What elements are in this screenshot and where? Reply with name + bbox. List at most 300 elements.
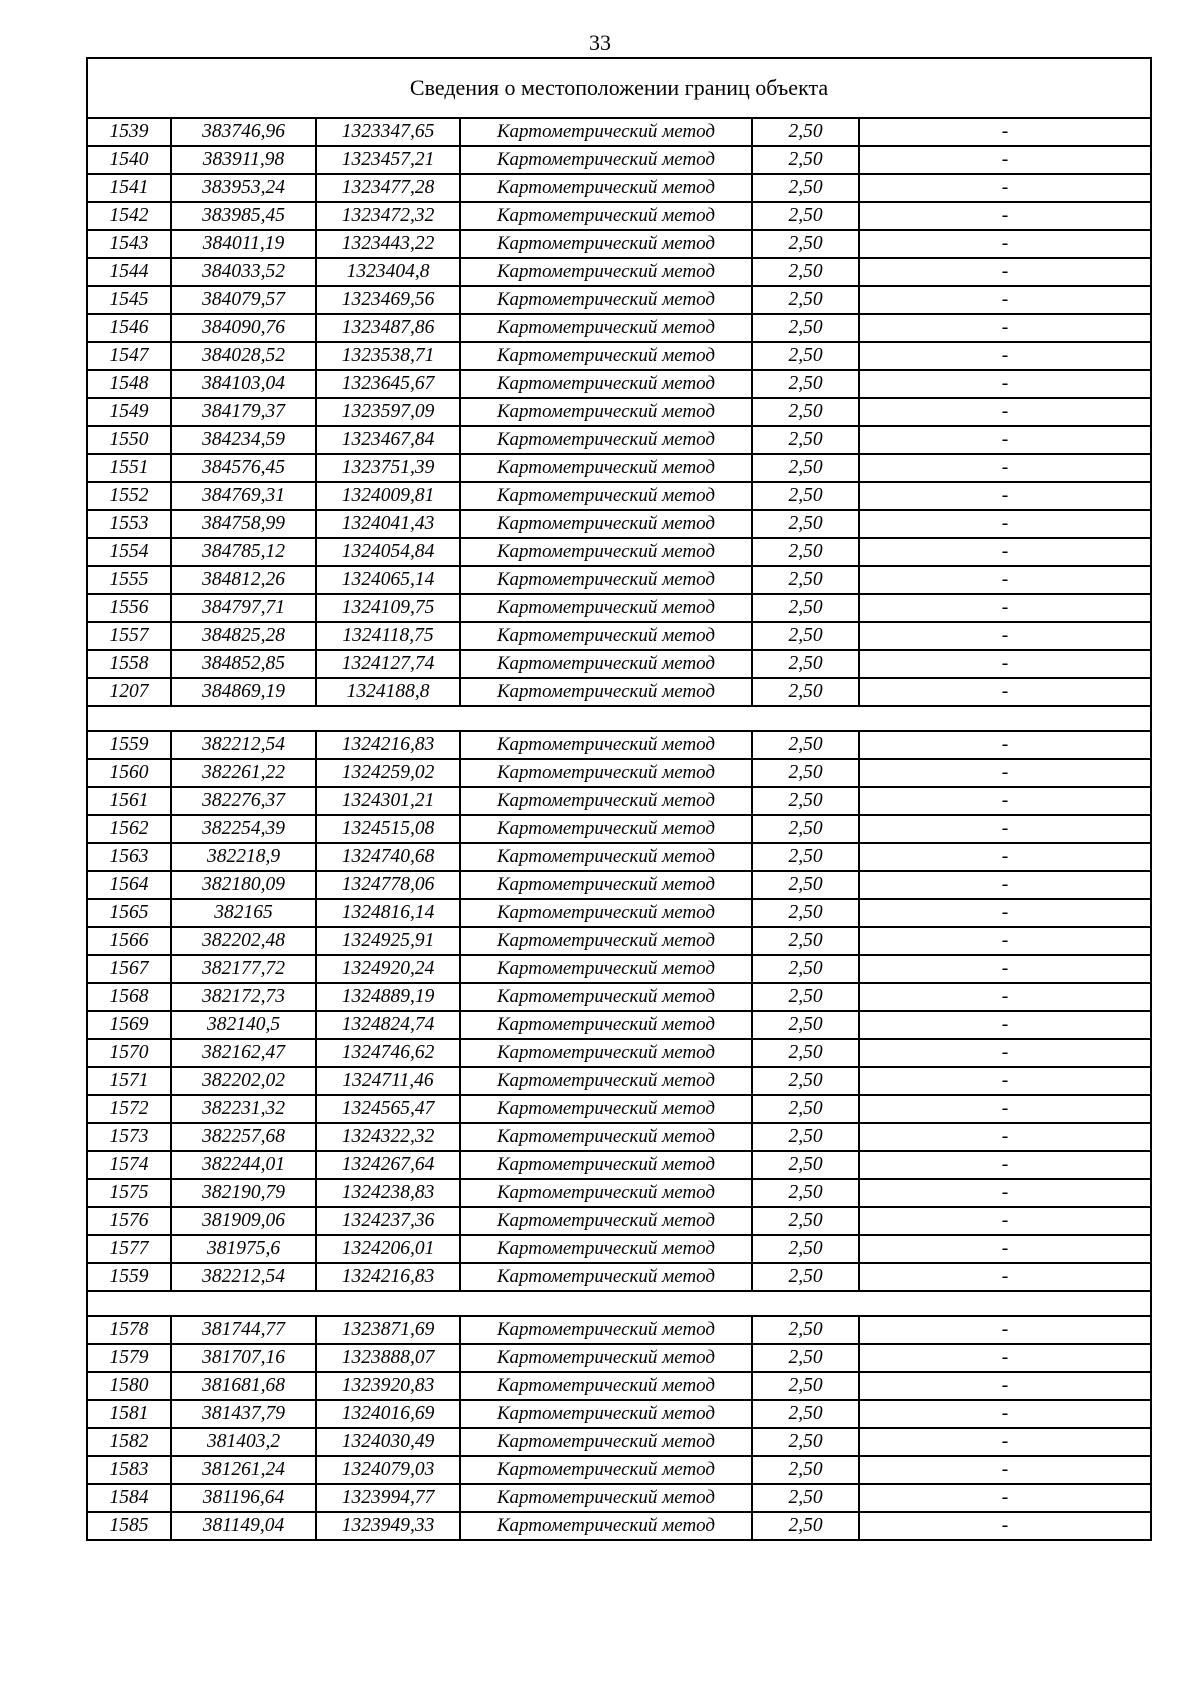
table-row [87, 342, 1151, 370]
method-cell: Картометрический метод [460, 1151, 752, 1179]
point-number-cell: 1545 [87, 286, 171, 314]
accuracy-cell: 2,50 [752, 1179, 859, 1207]
table-row [87, 286, 1151, 314]
point-number-cell: 1579 [87, 1344, 171, 1372]
point-number-cell: 1543 [87, 230, 171, 258]
point-number-cell: 1572 [87, 1095, 171, 1123]
y-coordinate-cell: 1324216,83 [316, 731, 460, 759]
table-row [87, 426, 1151, 454]
accuracy-cell: 2,50 [752, 1316, 859, 1344]
point-number-cell: 1548 [87, 370, 171, 398]
note-cell: - [859, 1123, 1151, 1151]
point-number-cell: 1540 [87, 146, 171, 174]
y-coordinate-cell: 1324267,64 [316, 1151, 460, 1179]
x-coordinate-cell: 382165 [171, 899, 316, 927]
x-coordinate-cell: 381744,77 [171, 1316, 316, 1344]
point-number-cell: 1577 [87, 1235, 171, 1263]
point-number-cell: 1557 [87, 622, 171, 650]
point-number-cell: 1207 [87, 678, 171, 706]
y-coordinate-cell: 1324041,43 [316, 510, 460, 538]
note-cell: - [859, 1207, 1151, 1235]
point-number-cell: 1584 [87, 1484, 171, 1512]
note-cell: - [859, 983, 1151, 1011]
x-coordinate-cell: 382257,68 [171, 1123, 316, 1151]
note-cell: - [859, 650, 1151, 678]
table-row [87, 1235, 1151, 1263]
note-cell: - [859, 1179, 1151, 1207]
x-coordinate-cell: 382218,9 [171, 843, 316, 871]
accuracy-cell: 2,50 [752, 230, 859, 258]
y-coordinate-cell: 1323597,09 [316, 398, 460, 426]
point-number-cell: 1544 [87, 258, 171, 286]
table-row [87, 1123, 1151, 1151]
method-cell: Картометрический метод [460, 622, 752, 650]
y-coordinate-cell: 1323487,86 [316, 314, 460, 342]
y-coordinate-cell: 1324322,32 [316, 1123, 460, 1151]
x-coordinate-cell: 384852,85 [171, 650, 316, 678]
table-row [87, 482, 1151, 510]
point-number-cell: 1546 [87, 314, 171, 342]
y-coordinate-cell: 1323994,77 [316, 1484, 460, 1512]
table-row [87, 370, 1151, 398]
x-coordinate-cell: 382244,01 [171, 1151, 316, 1179]
method-cell: Картометрический метод [460, 955, 752, 983]
accuracy-cell: 2,50 [752, 787, 859, 815]
accuracy-cell: 2,50 [752, 482, 859, 510]
method-cell: Картометрический метод [460, 510, 752, 538]
table-row [87, 202, 1151, 230]
method-cell: Картометрический метод [460, 871, 752, 899]
table-row [87, 454, 1151, 482]
point-number-cell: 1555 [87, 566, 171, 594]
y-coordinate-cell: 1323871,69 [316, 1316, 460, 1344]
y-coordinate-cell: 1323457,21 [316, 146, 460, 174]
table-row [87, 1400, 1151, 1428]
note-cell: - [859, 230, 1151, 258]
x-coordinate-cell: 384103,04 [171, 370, 316, 398]
method-cell: Картометрический метод [460, 566, 752, 594]
method-cell: Картометрический метод [460, 118, 752, 146]
method-cell: Картометрический метод [460, 426, 752, 454]
group-separator-row [87, 1291, 1151, 1316]
point-number-cell: 1565 [87, 899, 171, 927]
note-cell: - [859, 314, 1151, 342]
accuracy-cell: 2,50 [752, 286, 859, 314]
y-coordinate-cell: 1324054,84 [316, 538, 460, 566]
y-coordinate-cell: 1323404,8 [316, 258, 460, 286]
group-separator-row [87, 706, 1151, 731]
note-cell: - [859, 1428, 1151, 1456]
method-cell: Картометрический метод [460, 174, 752, 202]
method-cell: Картометрический метод [460, 258, 752, 286]
y-coordinate-cell: 1323472,32 [316, 202, 460, 230]
accuracy-cell: 2,50 [752, 1263, 859, 1291]
x-coordinate-cell: 384825,28 [171, 622, 316, 650]
method-cell: Картометрический метод [460, 1372, 752, 1400]
note-cell: - [859, 146, 1151, 174]
page-number: 33 [589, 30, 611, 55]
x-coordinate-cell: 382162,47 [171, 1039, 316, 1067]
method-cell: Картометрический метод [460, 1011, 752, 1039]
x-coordinate-cell: 382231,32 [171, 1095, 316, 1123]
point-number-cell: 1571 [87, 1067, 171, 1095]
x-coordinate-cell: 384785,12 [171, 538, 316, 566]
method-cell: Картометрический метод [460, 370, 752, 398]
y-coordinate-cell: 1324065,14 [316, 566, 460, 594]
accuracy-cell: 2,50 [752, 426, 859, 454]
point-number-cell: 1567 [87, 955, 171, 983]
x-coordinate-cell: 382212,54 [171, 1263, 316, 1291]
table-row [87, 1428, 1151, 1456]
point-number-cell: 1583 [87, 1456, 171, 1484]
point-number-cell: 1575 [87, 1179, 171, 1207]
table-body [87, 58, 1151, 1540]
note-cell: - [859, 759, 1151, 787]
point-number-cell: 1550 [87, 426, 171, 454]
y-coordinate-cell: 1324009,81 [316, 482, 460, 510]
method-cell: Картометрический метод [460, 927, 752, 955]
table-row [87, 230, 1151, 258]
x-coordinate-cell: 384033,52 [171, 258, 316, 286]
table-title: Сведения о местоположении границ объекта [87, 58, 1151, 118]
accuracy-cell: 2,50 [752, 1372, 859, 1400]
point-number-cell: 1561 [87, 787, 171, 815]
y-coordinate-cell: 1323751,39 [316, 454, 460, 482]
accuracy-cell: 2,50 [752, 622, 859, 650]
accuracy-cell: 2,50 [752, 202, 859, 230]
method-cell: Картометрический метод [460, 398, 752, 426]
x-coordinate-cell: 381437,79 [171, 1400, 316, 1428]
table-row [87, 731, 1151, 759]
x-coordinate-cell: 381261,24 [171, 1456, 316, 1484]
accuracy-cell: 2,50 [752, 566, 859, 594]
note-cell: - [859, 899, 1151, 927]
accuracy-cell: 2,50 [752, 731, 859, 759]
accuracy-cell: 2,50 [752, 815, 859, 843]
note-cell: - [859, 342, 1151, 370]
point-number-cell: 1582 [87, 1428, 171, 1456]
note-cell: - [859, 1344, 1151, 1372]
point-number-cell: 1541 [87, 174, 171, 202]
table-title-row [87, 58, 1151, 118]
point-number-cell: 1559 [87, 1263, 171, 1291]
y-coordinate-cell: 1323920,83 [316, 1372, 460, 1400]
table-row [87, 174, 1151, 202]
y-coordinate-cell: 1324925,91 [316, 927, 460, 955]
accuracy-cell: 2,50 [752, 759, 859, 787]
table-row [87, 927, 1151, 955]
accuracy-cell: 2,50 [752, 955, 859, 983]
note-cell: - [859, 1372, 1151, 1400]
x-coordinate-cell: 383953,24 [171, 174, 316, 202]
method-cell: Картометрический метод [460, 1207, 752, 1235]
point-number-cell: 1560 [87, 759, 171, 787]
point-number-cell: 1576 [87, 1207, 171, 1235]
y-coordinate-cell: 1324565,47 [316, 1095, 460, 1123]
note-cell: - [859, 1095, 1151, 1123]
point-number-cell: 1547 [87, 342, 171, 370]
method-cell: Картометрический метод [460, 1263, 752, 1291]
note-cell: - [859, 787, 1151, 815]
x-coordinate-cell: 382276,37 [171, 787, 316, 815]
accuracy-cell: 2,50 [752, 650, 859, 678]
point-number-cell: 1551 [87, 454, 171, 482]
point-number-cell: 1553 [87, 510, 171, 538]
y-coordinate-cell: 1324127,74 [316, 650, 460, 678]
point-number-cell: 1542 [87, 202, 171, 230]
table-row [87, 118, 1151, 146]
method-cell: Картометрический метод [460, 202, 752, 230]
y-coordinate-cell: 1324778,06 [316, 871, 460, 899]
y-coordinate-cell: 1324740,68 [316, 843, 460, 871]
table-row [87, 1011, 1151, 1039]
x-coordinate-cell: 382261,22 [171, 759, 316, 787]
x-coordinate-cell: 383985,45 [171, 202, 316, 230]
method-cell: Картометрический метод [460, 538, 752, 566]
accuracy-cell: 2,50 [752, 983, 859, 1011]
method-cell: Картометрический метод [460, 1039, 752, 1067]
method-cell: Картометрический метод [460, 230, 752, 258]
x-coordinate-cell: 384028,52 [171, 342, 316, 370]
group-separator-cell [87, 706, 1151, 731]
table-row [87, 594, 1151, 622]
method-cell: Картометрический метод [460, 286, 752, 314]
note-cell: - [859, 454, 1151, 482]
y-coordinate-cell: 1323469,56 [316, 286, 460, 314]
x-coordinate-cell: 384179,37 [171, 398, 316, 426]
table-row [87, 510, 1151, 538]
accuracy-cell: 2,50 [752, 1151, 859, 1179]
y-coordinate-cell: 1323347,65 [316, 118, 460, 146]
table-row [87, 1095, 1151, 1123]
table-row [87, 983, 1151, 1011]
table-row [87, 258, 1151, 286]
accuracy-cell: 2,50 [752, 1123, 859, 1151]
x-coordinate-cell: 381149,04 [171, 1512, 316, 1540]
accuracy-cell: 2,50 [752, 1456, 859, 1484]
y-coordinate-cell: 1324920,24 [316, 955, 460, 983]
y-coordinate-cell: 1323949,33 [316, 1512, 460, 1540]
note-cell: - [859, 538, 1151, 566]
table-row [87, 843, 1151, 871]
method-cell: Картометрический метод [460, 454, 752, 482]
x-coordinate-cell: 384769,31 [171, 482, 316, 510]
method-cell: Картометрический метод [460, 1400, 752, 1428]
accuracy-cell: 2,50 [752, 1400, 859, 1428]
method-cell: Картометрический метод [460, 594, 752, 622]
table-row [87, 1456, 1151, 1484]
group-separator-cell [87, 1291, 1151, 1316]
method-cell: Картометрический метод [460, 1235, 752, 1263]
point-number-cell: 1562 [87, 815, 171, 843]
method-cell: Картометрический метод [460, 314, 752, 342]
point-number-cell: 1581 [87, 1400, 171, 1428]
note-cell: - [859, 1151, 1151, 1179]
table-row [87, 622, 1151, 650]
table-row [87, 678, 1151, 706]
note-cell: - [859, 622, 1151, 650]
x-coordinate-cell: 384758,99 [171, 510, 316, 538]
y-coordinate-cell: 1324118,75 [316, 622, 460, 650]
point-number-cell: 1549 [87, 398, 171, 426]
x-coordinate-cell: 382202,02 [171, 1067, 316, 1095]
y-coordinate-cell: 1324109,75 [316, 594, 460, 622]
accuracy-cell: 2,50 [752, 146, 859, 174]
accuracy-cell: 2,50 [752, 258, 859, 286]
table-row [87, 899, 1151, 927]
method-cell: Картометрический метод [460, 787, 752, 815]
accuracy-cell: 2,50 [752, 342, 859, 370]
x-coordinate-cell: 381707,16 [171, 1344, 316, 1372]
y-coordinate-cell: 1324259,02 [316, 759, 460, 787]
x-coordinate-cell: 383746,96 [171, 118, 316, 146]
boundary-coordinates-table [86, 57, 1152, 1541]
accuracy-cell: 2,50 [752, 594, 859, 622]
point-number-cell: 1552 [87, 482, 171, 510]
method-cell: Картометрический метод [460, 899, 752, 927]
method-cell: Картометрический метод [460, 843, 752, 871]
y-coordinate-cell: 1324515,08 [316, 815, 460, 843]
y-coordinate-cell: 1323888,07 [316, 1344, 460, 1372]
y-coordinate-cell: 1324237,36 [316, 1207, 460, 1235]
x-coordinate-cell: 381681,68 [171, 1372, 316, 1400]
y-coordinate-cell: 1324238,83 [316, 1179, 460, 1207]
x-coordinate-cell: 382177,72 [171, 955, 316, 983]
x-coordinate-cell: 384869,19 [171, 678, 316, 706]
accuracy-cell: 2,50 [752, 1484, 859, 1512]
y-coordinate-cell: 1324301,21 [316, 787, 460, 815]
note-cell: - [859, 1456, 1151, 1484]
method-cell: Картометрический метод [460, 1456, 752, 1484]
y-coordinate-cell: 1324016,69 [316, 1400, 460, 1428]
point-number-cell: 1573 [87, 1123, 171, 1151]
x-coordinate-cell: 382140,5 [171, 1011, 316, 1039]
method-cell: Картометрический метод [460, 983, 752, 1011]
point-number-cell: 1564 [87, 871, 171, 899]
note-cell: - [859, 426, 1151, 454]
y-coordinate-cell: 1324816,14 [316, 899, 460, 927]
note-cell: - [859, 1011, 1151, 1039]
y-coordinate-cell: 1324188,8 [316, 678, 460, 706]
table-row [87, 1067, 1151, 1095]
point-number-cell: 1568 [87, 983, 171, 1011]
note-cell: - [859, 815, 1151, 843]
table-row [87, 398, 1151, 426]
table-row [87, 815, 1151, 843]
point-number-cell: 1539 [87, 118, 171, 146]
note-cell: - [859, 1316, 1151, 1344]
x-coordinate-cell: 381403,2 [171, 1428, 316, 1456]
note-cell: - [859, 174, 1151, 202]
table-row [87, 314, 1151, 342]
accuracy-cell: 2,50 [752, 1344, 859, 1372]
note-cell: - [859, 566, 1151, 594]
table-row [87, 1316, 1151, 1344]
x-coordinate-cell: 384234,59 [171, 426, 316, 454]
accuracy-cell: 2,50 [752, 899, 859, 927]
table-row [87, 871, 1151, 899]
y-coordinate-cell: 1324824,74 [316, 1011, 460, 1039]
table-row [87, 650, 1151, 678]
accuracy-cell: 2,50 [752, 678, 859, 706]
y-coordinate-cell: 1323467,84 [316, 426, 460, 454]
accuracy-cell: 2,50 [752, 314, 859, 342]
point-number-cell: 1556 [87, 594, 171, 622]
note-cell: - [859, 955, 1151, 983]
method-cell: Картометрический метод [460, 342, 752, 370]
accuracy-cell: 2,50 [752, 1512, 859, 1540]
point-number-cell: 1578 [87, 1316, 171, 1344]
y-coordinate-cell: 1323538,71 [316, 342, 460, 370]
y-coordinate-cell: 1323645,67 [316, 370, 460, 398]
note-cell: - [859, 1263, 1151, 1291]
x-coordinate-cell: 384797,71 [171, 594, 316, 622]
table-row [87, 566, 1151, 594]
method-cell: Картометрический метод [460, 678, 752, 706]
point-number-cell: 1554 [87, 538, 171, 566]
note-cell: - [859, 1067, 1151, 1095]
method-cell: Картометрический метод [460, 1428, 752, 1456]
x-coordinate-cell: 382254,39 [171, 815, 316, 843]
note-cell: - [859, 927, 1151, 955]
table-row [87, 1484, 1151, 1512]
accuracy-cell: 2,50 [752, 871, 859, 899]
y-coordinate-cell: 1323477,28 [316, 174, 460, 202]
y-coordinate-cell: 1323443,22 [316, 230, 460, 258]
method-cell: Картометрический метод [460, 1344, 752, 1372]
table-row [87, 1344, 1151, 1372]
point-number-cell: 1566 [87, 927, 171, 955]
accuracy-cell: 2,50 [752, 843, 859, 871]
accuracy-cell: 2,50 [752, 510, 859, 538]
point-number-cell: 1570 [87, 1039, 171, 1067]
accuracy-cell: 2,50 [752, 454, 859, 482]
table-row [87, 1263, 1151, 1291]
x-coordinate-cell: 381909,06 [171, 1207, 316, 1235]
table-row [87, 1207, 1151, 1235]
accuracy-cell: 2,50 [752, 1039, 859, 1067]
point-number-cell: 1563 [87, 843, 171, 871]
accuracy-cell: 2,50 [752, 174, 859, 202]
x-coordinate-cell: 381975,6 [171, 1235, 316, 1263]
y-coordinate-cell: 1324746,62 [316, 1039, 460, 1067]
method-cell: Картометрический метод [460, 1484, 752, 1512]
method-cell: Картометрический метод [460, 815, 752, 843]
note-cell: - [859, 1400, 1151, 1428]
method-cell: Картометрический метод [460, 146, 752, 174]
x-coordinate-cell: 382172,73 [171, 983, 316, 1011]
x-coordinate-cell: 382202,48 [171, 927, 316, 955]
table-row [87, 1039, 1151, 1067]
y-coordinate-cell: 1324216,83 [316, 1263, 460, 1291]
note-cell: - [859, 202, 1151, 230]
x-coordinate-cell: 384090,76 [171, 314, 316, 342]
point-number-cell: 1574 [87, 1151, 171, 1179]
x-coordinate-cell: 384011,19 [171, 230, 316, 258]
accuracy-cell: 2,50 [752, 398, 859, 426]
x-coordinate-cell: 384812,26 [171, 566, 316, 594]
method-cell: Картометрический метод [460, 482, 752, 510]
y-coordinate-cell: 1324206,01 [316, 1235, 460, 1263]
x-coordinate-cell: 382212,54 [171, 731, 316, 759]
accuracy-cell: 2,50 [752, 538, 859, 566]
y-coordinate-cell: 1324079,03 [316, 1456, 460, 1484]
accuracy-cell: 2,50 [752, 118, 859, 146]
note-cell: - [859, 118, 1151, 146]
table-row [87, 955, 1151, 983]
point-number-cell: 1559 [87, 731, 171, 759]
accuracy-cell: 2,50 [752, 1207, 859, 1235]
